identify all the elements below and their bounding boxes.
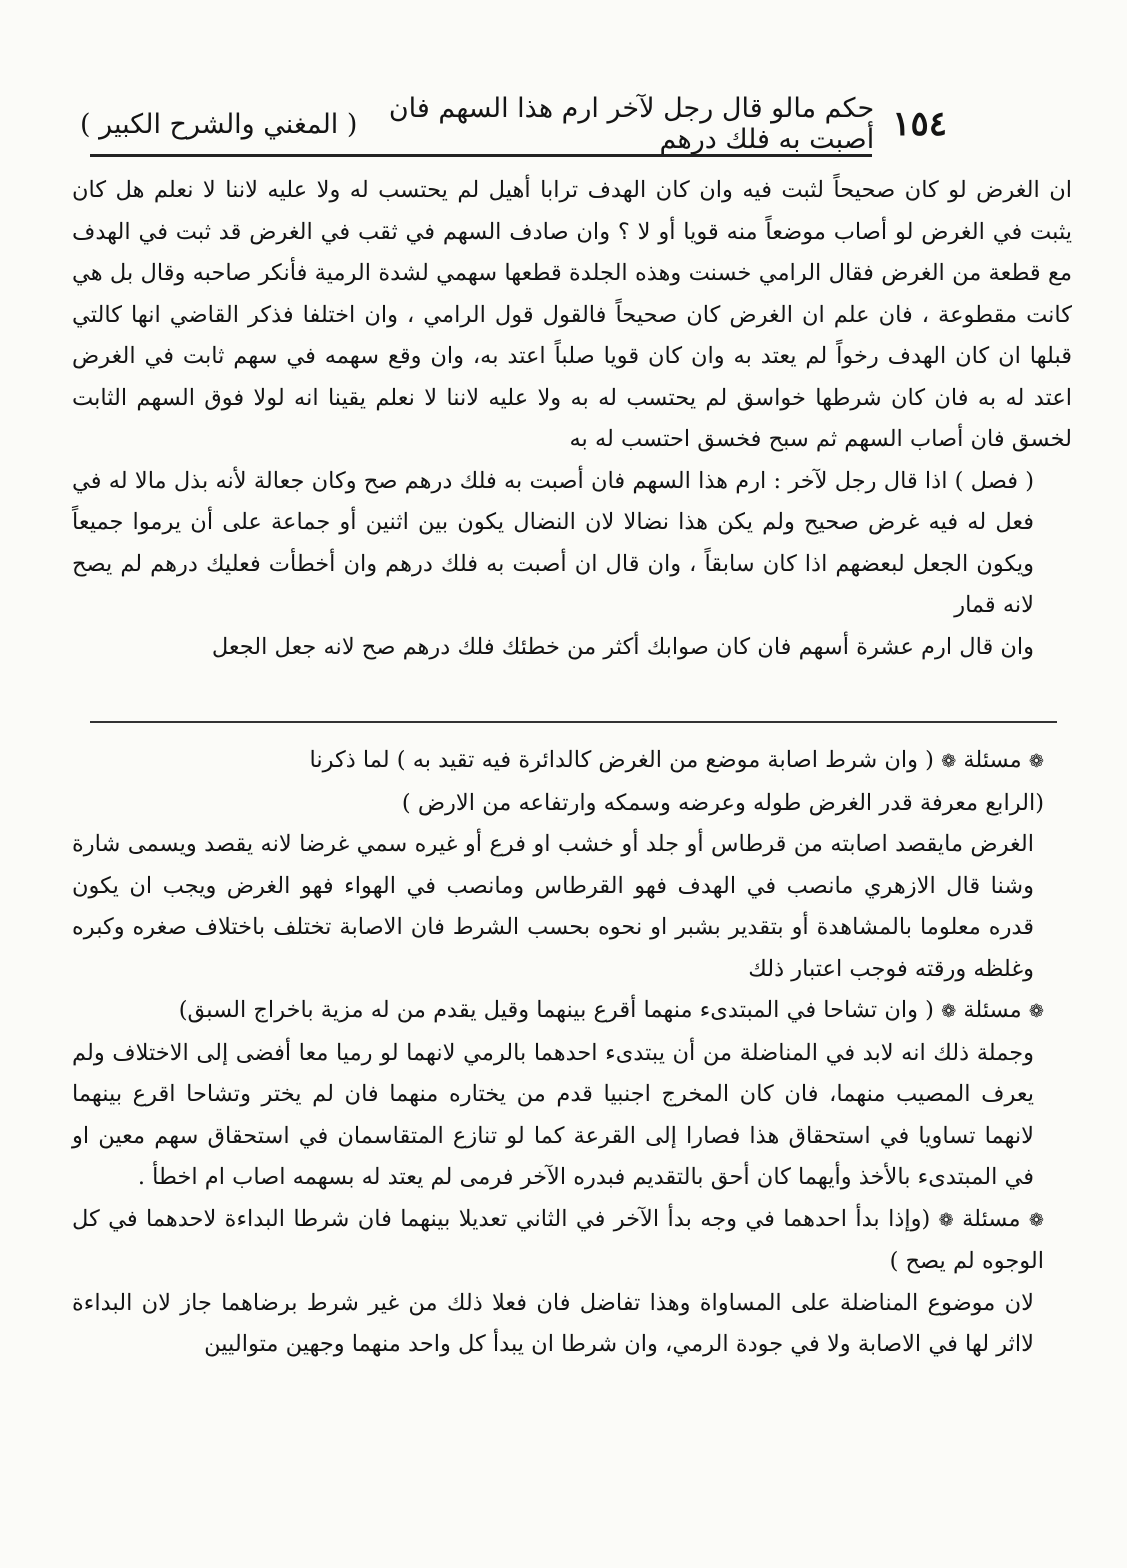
issue-text: ( وان تشاحا في المبتدىء منهما أقرع بينهما وقيل يقدم من له مزية باخراج السبق) bbox=[178, 997, 934, 1023]
commentary-block bbox=[72, 170, 1072, 668]
page-number: ١٥٤ bbox=[892, 104, 947, 144]
issue-text: ( وان شرط اصابة موضع من الغرض كالدائرة فيه تقيد به ) لما ذكرنا bbox=[309, 747, 934, 773]
header-rule bbox=[90, 154, 872, 157]
page-header bbox=[80, 93, 947, 155]
section-divider bbox=[90, 721, 1057, 723]
issue-label: مسئلة bbox=[963, 997, 1022, 1023]
running-title: حكم مالو قال رجل لآخر ارم هذا السهم فان أصبت به فلك درهم bbox=[388, 93, 875, 155]
issue-heading bbox=[72, 1199, 1072, 1283]
paragraph: ان الغرض لو كان صحيحاً لثبت فيه وان كان الهدف ترابا أهيل لم يحتسب له ولا عليه لاننا لا نعلم هل كان يثبت في الغرض لو أصاب موضعاً منه قويا أو لا ؟ وان صادف السهم في ثقب في الغرض قد ثبت في الهدف مع قطعة من الغرض فقال الرامي خسنت وهذه الجلدة قطعها سهمي لشدة الرمية فأنكر صاحبه وقال بل هي كانت مقطوعة ، فان علم ان الغرض كان صحيحاً فالقول قول الرامي ، وان اختلفا فذكر القاضي انها كالتي قبلها ان كان الهدف رخواً لم يعتد به وان كان قويا صلباً اعتد به، وان وقع سهمه في سهم ثابت في الغرض اعتد له به فان كان شرطها خواسق لم يحتسب له به ولا عليه لاننا لا نعلم يقينا انه لولا فوق السهم الثابت لخسق فان أصاب السهم ثم سبح فخسق احتسب له به bbox=[72, 177, 1072, 452]
issue-label: مسئلة bbox=[962, 1205, 1021, 1232]
ornament-icon: ❁ bbox=[1028, 1209, 1044, 1231]
paragraph: لان موضوع المناضلة على المساواة وهذا تفاضل فان فعلا ذلك من غير شرط برضاهما جاز لان البداءة لااثر لها في الاصابة ولا في جودة الرمي، وان شرطا ان يبدأ كل واحد منهما وجهين متواليين bbox=[72, 1289, 1034, 1357]
paragraph: ( فصل ) اذا قال رجل لآخر : ارم هذا السهم فان أصبت به فلك درهم صح وكان جعالة لأنه بذل مالا له في فعل له فيه غرض صحيح ولم يكن هذا نضالا لان النضال يكون بين اثنين أو جماعة على أن يرموا جميعاً ويكون الجعل لبعضهم اذا كان سابقاً ، وان قال ان أصبت به فلك درهم وان أخطأت فعليك درهم لم يصح لانه قمار bbox=[72, 467, 1034, 618]
paragraph: (الرابع معرفة قدر الغرض طوله وعرضه وسمكه وارتفاعه من الارض ) bbox=[401, 789, 1044, 816]
issue-label: مسئلة bbox=[963, 747, 1022, 773]
paragraph: وان قال ارم عشرة أسهم فان كان صوابك أكثر من خطئك فلك درهم صح لانه جعل الجعل bbox=[211, 633, 1034, 660]
paragraph: الغرض مايقصد اصابته من قرطاس أو جلد أو خشب او فرع أو غيره سمي غرضا لانه يقصد ويسمى شارة وشنا قال الازهري مانصب في الهدف فهو القرطاس ومانصب في الهواء فهو الغرض ويجب ان يكون قدره معلوما بالمشاهدة أو بتقدير بشبر او نحوه بحسب الشرط فان الاصابة تختلف باختلاف صغره وكبره وغلظه ورقته فوجب اعتبار ذلك bbox=[72, 831, 1034, 982]
ornament-icon: ❁ bbox=[1028, 1001, 1044, 1022]
ornament-icon: ❁ bbox=[941, 1001, 957, 1022]
ornament-icon: ❁ bbox=[941, 751, 957, 772]
ornament-icon: ❁ bbox=[938, 1209, 954, 1231]
issue-heading bbox=[72, 990, 1072, 1033]
book-title: ( المغني والشرح الكبير ) bbox=[80, 108, 358, 140]
matn-block bbox=[72, 740, 1072, 1366]
ornament-icon: ❁ bbox=[1028, 751, 1044, 772]
paragraph: وجملة ذلك انه لابد في المناضلة من أن يبتدىء احدهما بالرمي لانهما لو رميا معا أفضى إلى الاختلاف ولم يعرف المصيب منهما، فان كان المخرج اجنبيا قدم من يختاره منهما فان لم يختر وتشاحا اقرع بينهما لانهما تساويا في استحقاق هذا فصارا إلى القرعة كما لو تنازع المتقاسمان في استحقاق سهم معين او في المبتدىء بالأخذ وأيهما كان أحق بالتقديم فبدره الآخر فرمى لم يعتد له بسهمه اصاب ام اخطأ . bbox=[72, 1039, 1034, 1190]
issue-text: (وإذا بدأ احدهما في وجه بدأ الآخر في الثاني تعديلا بينهما فان شرطا البداءة لاحدهما في كل الوجوه لم يصح ) bbox=[72, 1205, 1044, 1274]
issue-heading bbox=[72, 740, 1072, 783]
